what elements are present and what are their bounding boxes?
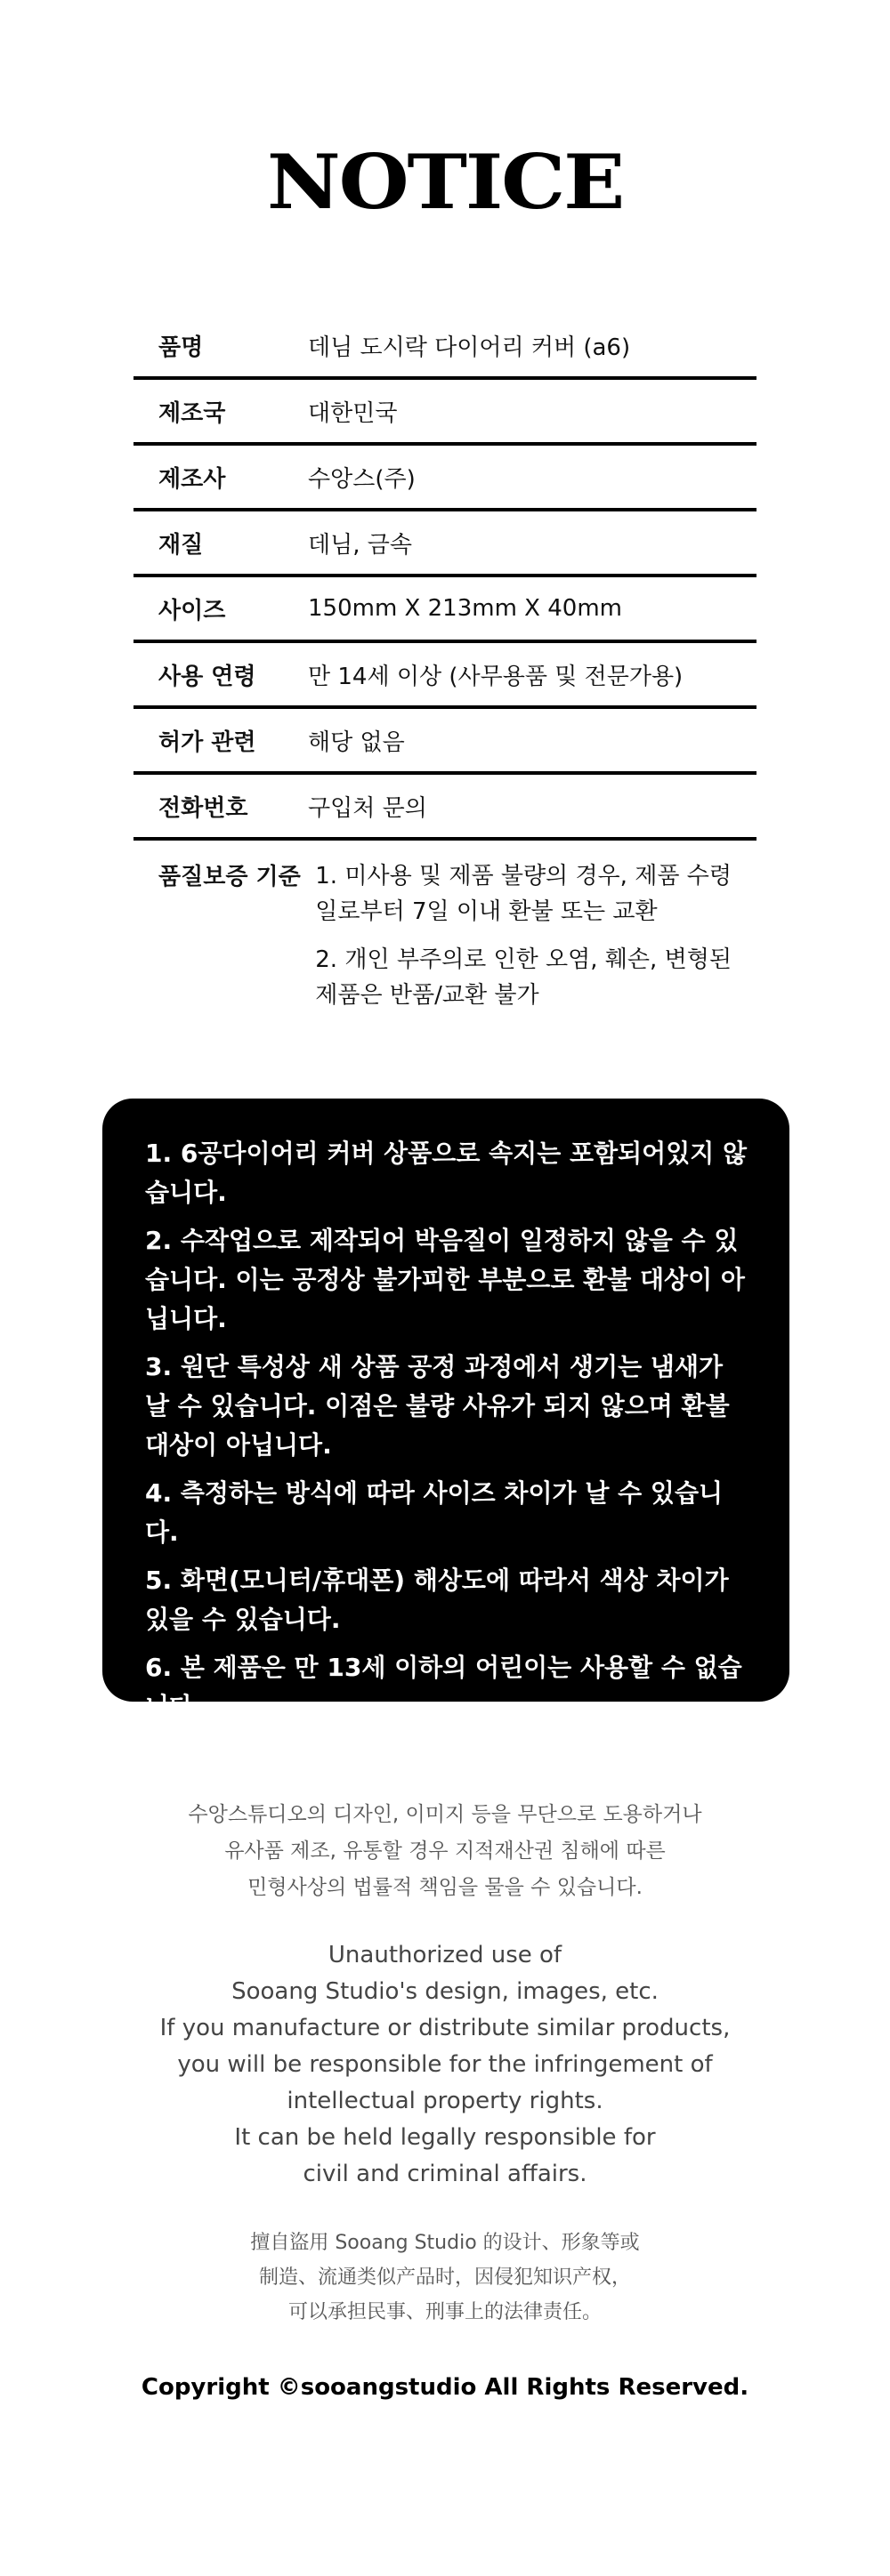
row-value: 만 14세 이상 (사무용품 및 전문가용) — [308, 663, 684, 690]
legal-line: you will be responsible for the infringement of — [177, 2051, 713, 2078]
legal-line: 유사품 제조, 유통할 경우 지적재산권 침해에 따른 — [224, 1839, 666, 1863]
row-value: 150mm X 213mm X 40mm — [308, 595, 622, 622]
row-value — [315, 858, 742, 1026]
row-value: 대한민국 — [308, 399, 398, 427]
notice-box — [102, 1099, 789, 1721]
product-info-table — [134, 314, 756, 1026]
table-row — [134, 446, 756, 511]
legal-notice-korean — [0, 1797, 890, 1906]
row-label: 재질 — [158, 531, 204, 559]
table-row — [134, 380, 756, 446]
row-label: 품명 — [158, 334, 204, 361]
legal-line: civil and criminal affairs. — [303, 2161, 587, 2187]
legal-line: 수앙스튜디오의 디자인, 이미지 등을 무단으로 도용하거나 — [188, 1803, 702, 1826]
legal-line: If you manufacture or distribute similar products, — [159, 2015, 731, 2041]
legal-notice-chinese — [0, 2226, 890, 2330]
legal-line: intellectual property rights. — [287, 2088, 603, 2114]
legal-line: 可以承担民事、刑事上的法律责任。 — [287, 2301, 602, 2323]
table-row — [134, 511, 756, 577]
row-label: 사이즈 — [158, 597, 226, 624]
legal-notice-english — [0, 1937, 890, 2193]
notice-item: 3. 원단 특성상 새 상품 공정 과정에서 생기는 냄새가 날 수 있습니다. 이점은 불량 사유가 되지 않으며 환불 대상이 아닙니다. — [145, 1352, 730, 1460]
row-value: 데님 도시락 다이어리 커버 (a6) — [308, 334, 631, 361]
quality-line: 1. 미사용 및 제품 불량의 경우, 제품 수령일로부터 7일 이내 환불 또는 교환 — [315, 863, 732, 925]
legal-line: 민형사상의 법률적 책임을 물을 수 있습니다. — [247, 1876, 643, 1899]
table-row — [134, 314, 756, 380]
copyright-text: Copyright ©sooangstudio All Rights Reserved. — [141, 2374, 749, 2401]
row-label: 제조사 — [158, 465, 226, 493]
row-label: 제조국 — [158, 399, 226, 427]
legal-line: It can be held legally responsible for — [234, 2124, 656, 2151]
page-title: NOTICE — [266, 138, 624, 226]
row-label: 사용 연령 — [158, 663, 256, 690]
notice-item: 2. 수작업으로 제작되어 박음질이 일정하지 않을 수 있습니다. 이는 공정상 불가피한 부분으로 환불 대상이 아닙니다. — [145, 1226, 745, 1333]
row-value: 수앙스(주) — [308, 465, 416, 493]
table-row — [134, 709, 756, 775]
legal-line: Unauthorized use of — [328, 1942, 562, 1968]
quality-line: 2. 개인 부주의로 인한 오염, 훼손, 변형된 제품은 반품/교환 불가 — [315, 946, 732, 1009]
notice-item: 6. 본 제품은 만 13세 이하의 어린이는 사용할 수 없습니다. — [145, 1653, 742, 1721]
row-label: 전화번호 — [158, 794, 248, 822]
table-row — [134, 577, 756, 643]
table-row — [134, 775, 756, 841]
legal-line: 擅自盜用 Sooang Studio 的设计、形象等或 — [250, 2232, 640, 2254]
notice-item: 4. 측정하는 방식에 따라 사이즈 차이가 날 수 있습니다. — [145, 1478, 724, 1547]
legal-line: 制造、流通类似产品时，因侵犯知识产权， — [258, 2266, 631, 2289]
row-label: 허가 관련 — [158, 729, 256, 756]
notice-item: 5. 화면(모니터/휴대폰) 해상도에 따라서 색상 차이가 있을 수 있습니다. — [145, 1566, 729, 1634]
row-value: 구입처 문의 — [308, 794, 427, 822]
row-value: 데님, 금속 — [308, 531, 412, 559]
row-label: 품질보증 기준 — [158, 864, 301, 890]
row-value: 해당 없음 — [308, 729, 405, 756]
table-row — [134, 643, 756, 709]
notice-item: 1. 6공다이어리 커버 상품으로 속지는 포함되어있지 않습니다. — [145, 1139, 748, 1207]
quality-guarantee-row — [134, 841, 756, 1026]
legal-line: Sooang Studio's design, images, etc. — [231, 1978, 659, 2005]
